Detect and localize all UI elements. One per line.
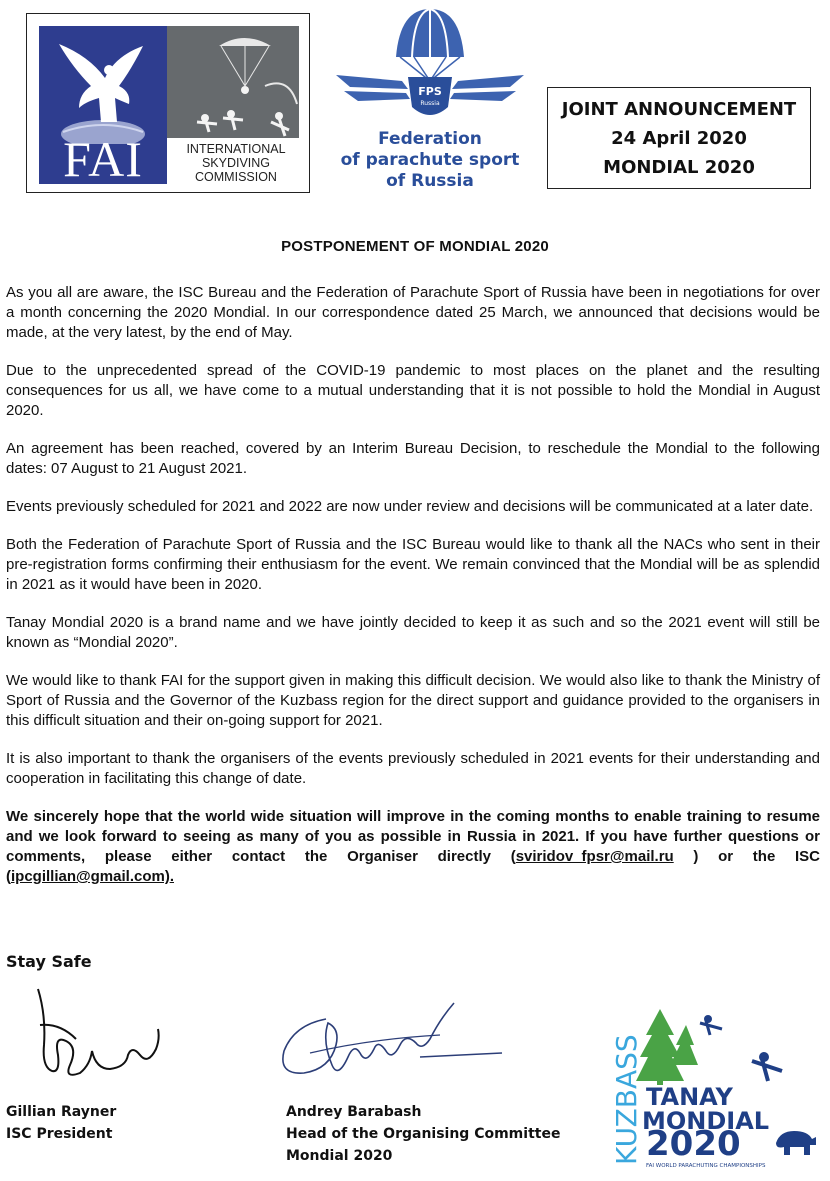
- isc-commission-text: INTERNATIONAL SKYDIVING COMMISSION: [186, 142, 286, 184]
- stay-safe-text: Stay Safe: [6, 952, 92, 971]
- isc-email-link[interactable]: ipcgillian@gmail.com): [11, 868, 170, 885]
- document-title: POSTPONEMENT OF MONDIAL 2020: [281, 238, 549, 255]
- joint-announcement-box: [547, 87, 811, 189]
- paragraph: An agreement has been reached, covered by an Interim Bureau Decision, to reschedule the Mondial to the following dates: 07 August to 21 August 2021.: [6, 440, 820, 477]
- fpsr-logo: [330, 5, 530, 197]
- paragraph: Tanay Mondial 2020 is a brand name and we have jointly decided to keep it as such and so the 2021 event will still be known as “Mondial 2020”.: [6, 614, 820, 651]
- fpsr-name: Federation of parachute sport of Russia: [340, 129, 520, 191]
- tanay-text: TANAY: [646, 1083, 733, 1111]
- year-text: 2020: [646, 1124, 741, 1164]
- signatory-role: Mondial 2020: [286, 1148, 393, 1164]
- kuzbass-vertical-text: KUZBASS: [610, 1034, 643, 1165]
- signatory-gillian: [6, 1101, 116, 1145]
- document-body: [6, 283, 820, 905]
- announcement-event: MONDIAL 2020: [603, 157, 755, 178]
- paragraph: Both the Federation of Parachute Sport of Russia and the ISC Bureau would like to thank all the NACs who sent in their pre-registration forms confirming their enthusiasm for the event. We remain convinced that the Mondial will be as splendid in 2021 as it would have been in 2020.: [6, 536, 820, 593]
- announcement-line: JOINT ANNOUNCEMENT: [561, 99, 797, 120]
- signatory-role: Head of the Organising Committee: [286, 1126, 561, 1142]
- paragraph: We would like to thank FAI for the support given in making this difficult decision. We would also like to thank the Ministry of Sport of Russia and the Governor of the Kuzbass region for the direct support and guidance provided to the organisers in this difficult situation and their on-going support for 2021.: [6, 672, 820, 729]
- championships-tagline: FAI WORLD PARACHUTING CHAMPIONSHIPS: [646, 1163, 766, 1169]
- paragraph: It is also important to thank the organisers of the events previously scheduled in 2021 events for their understanding and cooperation in facilitating this change of date.: [6, 750, 820, 787]
- closing-paragraph: We sincerely hope that the world wide situation will improve in the coming months to enable training to resume and we look forward to seeing as many of you as possible in Russia in 2021. If you have further questions or comments, please either contact the Organiser directly (sviridov_fpsr@mail.ru ) or the ISC (ipcgillian@gmail.com).: [6, 808, 820, 885]
- tanay-mondial-logo: [606, 1005, 820, 1170]
- fai-isc-logo: [26, 13, 310, 193]
- announcement-date: 24 April 2020: [611, 128, 747, 149]
- fps-badge-subtext: Russia: [420, 100, 440, 107]
- signature-gillian-rayner: [30, 985, 170, 1095]
- eagle-parachutists-icon: [39, 26, 299, 144]
- organiser-email-link[interactable]: sviridov_fpsr@mail.ru: [515, 848, 674, 865]
- parachute-wings-icon: [330, 5, 530, 129]
- signatory-name: Gillian Rayner: [6, 1104, 117, 1120]
- mondial-text: MONDIAL: [642, 1107, 770, 1135]
- paragraph: Due to the unprecedented spread of the COVID-19 pandemic to most places on the planet and the resulting consequences for us all, we have come to a mutual understanding that it is not possible to hold the Mondial in August 2020.: [6, 362, 820, 419]
- signatory-name: Andrey Barabash: [286, 1104, 422, 1120]
- signature-andrey-barabash: [270, 995, 510, 1105]
- signatory-andrey: [286, 1101, 560, 1167]
- paragraph: Events previously scheduled for 2021 and 2022 are now under review and decisions will be communicated at a later date.: [6, 498, 814, 515]
- paragraph: As you all are aware, the ISC Bureau and the Federation of Parachute Sport of Russia have been in negotiations for over a month concerning the 2020 Mondial. In our correspondence dated 25 March, we announced that decisions would be made, at the very latest, by the end of May.: [6, 284, 820, 341]
- fai-acronym: FAI: [63, 131, 143, 187]
- fps-badge-text: FPS: [418, 85, 442, 98]
- signatory-role: ISC President: [6, 1126, 113, 1142]
